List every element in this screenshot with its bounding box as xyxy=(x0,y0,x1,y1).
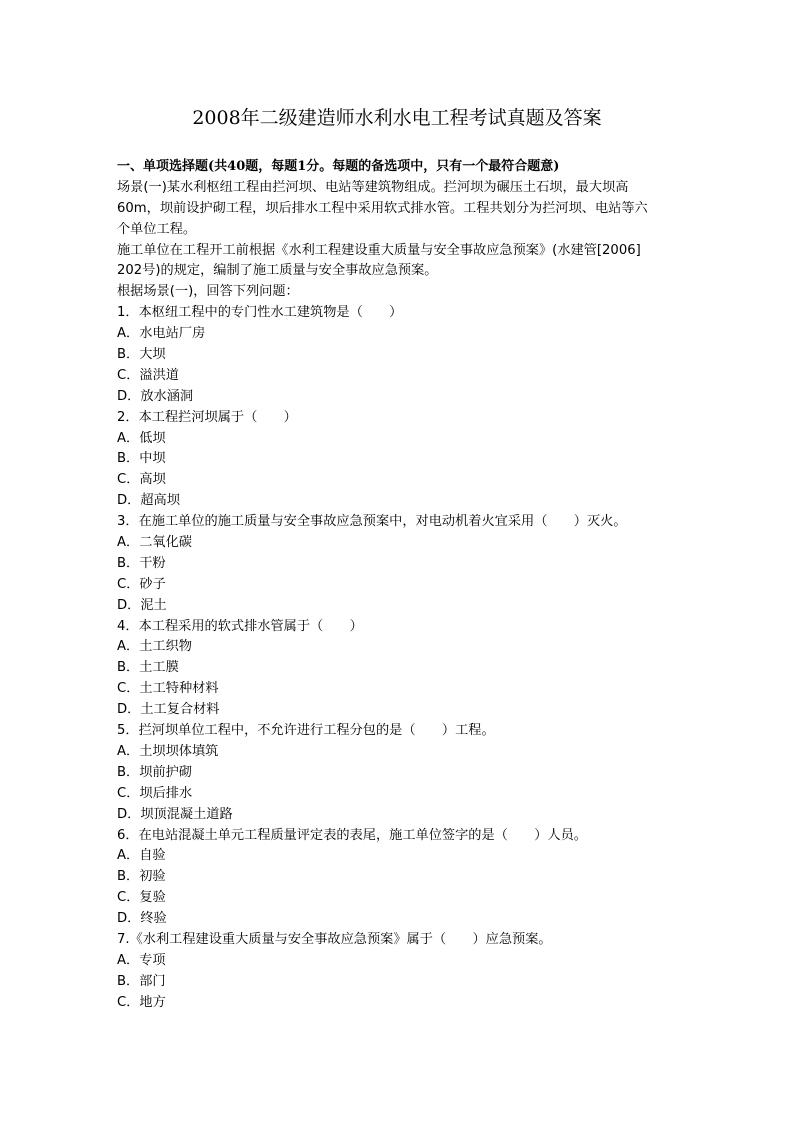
question-2-option-b: B．中坝 xyxy=(117,451,166,467)
document-body xyxy=(117,157,687,1014)
question-6-option-a: A．自验 xyxy=(117,848,166,864)
question-2-option-d: D．超高坝 xyxy=(117,493,180,509)
question-6-option-c: C．复验 xyxy=(117,890,166,906)
question-6-option-d: D．终验 xyxy=(117,911,167,927)
question-4-stem: 4．本工程采用的软式排水管属于（ ） xyxy=(117,618,363,634)
scenario-line: 个单位工程。 xyxy=(117,221,197,237)
question-1-option-b: B．大坝 xyxy=(117,347,166,363)
question-3-stem: 3．在施工单位的施工质量与安全事故应急预案中，对电动机着火宜采用（ ）灭火。 xyxy=(117,514,627,530)
document-title: 2008年二级建造师水利水电工程考试真题及答案 xyxy=(192,107,602,129)
question-4-option-a: A．土工织物 xyxy=(117,639,192,655)
question-1-option-d: D．放水涵洞 xyxy=(117,388,194,404)
question-1-option-c: C．溢洪道 xyxy=(117,367,179,383)
scenario-line: 60m，坝前设护砌工程，坝后排水工程中采用软式排水管。工程共划分为拦河坝、电站等六 xyxy=(117,200,648,216)
scenario-line: 施工单位在工程开工前根据《水利工程建设重大质量与安全事故应急预案》(水建管[2006] xyxy=(117,242,641,258)
question-5-option-a: A．土坝坝体填筑 xyxy=(117,743,219,759)
question-3-option-d: D．泥土 xyxy=(117,597,167,613)
question-4-option-b: B．土工膜 xyxy=(117,660,179,676)
scenario-line: 根据场景(一)，回答下列问题： xyxy=(117,284,299,300)
question-3-option-b: B．干粉 xyxy=(117,555,166,571)
question-4-option-d: D．土工复合材料 xyxy=(117,702,220,718)
question-5-option-c: C．坝后排水 xyxy=(117,785,193,801)
section-heading: 一、单项选择题(共40题，每题1分。每题的备选项中，只有一个最符合题意) xyxy=(117,159,560,174)
question-6-option-b: B．初验 xyxy=(117,869,166,885)
question-1-stem: 1．本枢纽工程中的专门性水工建筑物是（ ） xyxy=(117,305,403,321)
question-2-option-a: A．低坝 xyxy=(117,430,166,446)
question-6-stem: 6．在电站混凝土单元工程质量评定表的表尾，施工单位签字的是（ ）人员。 xyxy=(117,827,587,843)
question-5-option-b: B．坝前护砌 xyxy=(117,764,192,780)
question-7-option-b: B．部门 xyxy=(117,973,166,989)
question-7-option-a: A．专项 xyxy=(117,952,166,968)
question-7-option-c: C．地方 xyxy=(117,994,166,1010)
scenario-line: 场景(一)某水利枢纽工程由拦河坝、电站等建筑物组成。拦河坝为碾压土石坝，最大坝高 xyxy=(117,179,629,195)
scenario-line: 202号)的规定，编制了施工质量与安全事故应急预案。 xyxy=(117,263,438,279)
question-3-option-a: A．二氧化碳 xyxy=(117,535,192,551)
question-5-option-d: D．坝顶混凝土道路 xyxy=(117,806,233,822)
question-1-option-a: A．水电站厂房 xyxy=(117,326,206,342)
question-3-option-c: C．砂子 xyxy=(117,576,166,592)
question-7-stem: 7.《水利工程建设重大质量与安全事故应急预案》属于（ ）应急预案。 xyxy=(117,931,552,947)
question-2-option-c: C．高坝 xyxy=(117,472,166,488)
question-5-stem: 5．拦河坝单位工程中，不允许进行工程分包的是（ ）工程。 xyxy=(117,723,495,739)
question-4-option-c: C．土工特种材料 xyxy=(117,681,219,697)
question-2-stem: 2．本工程拦河坝属于（ ） xyxy=(117,409,297,425)
